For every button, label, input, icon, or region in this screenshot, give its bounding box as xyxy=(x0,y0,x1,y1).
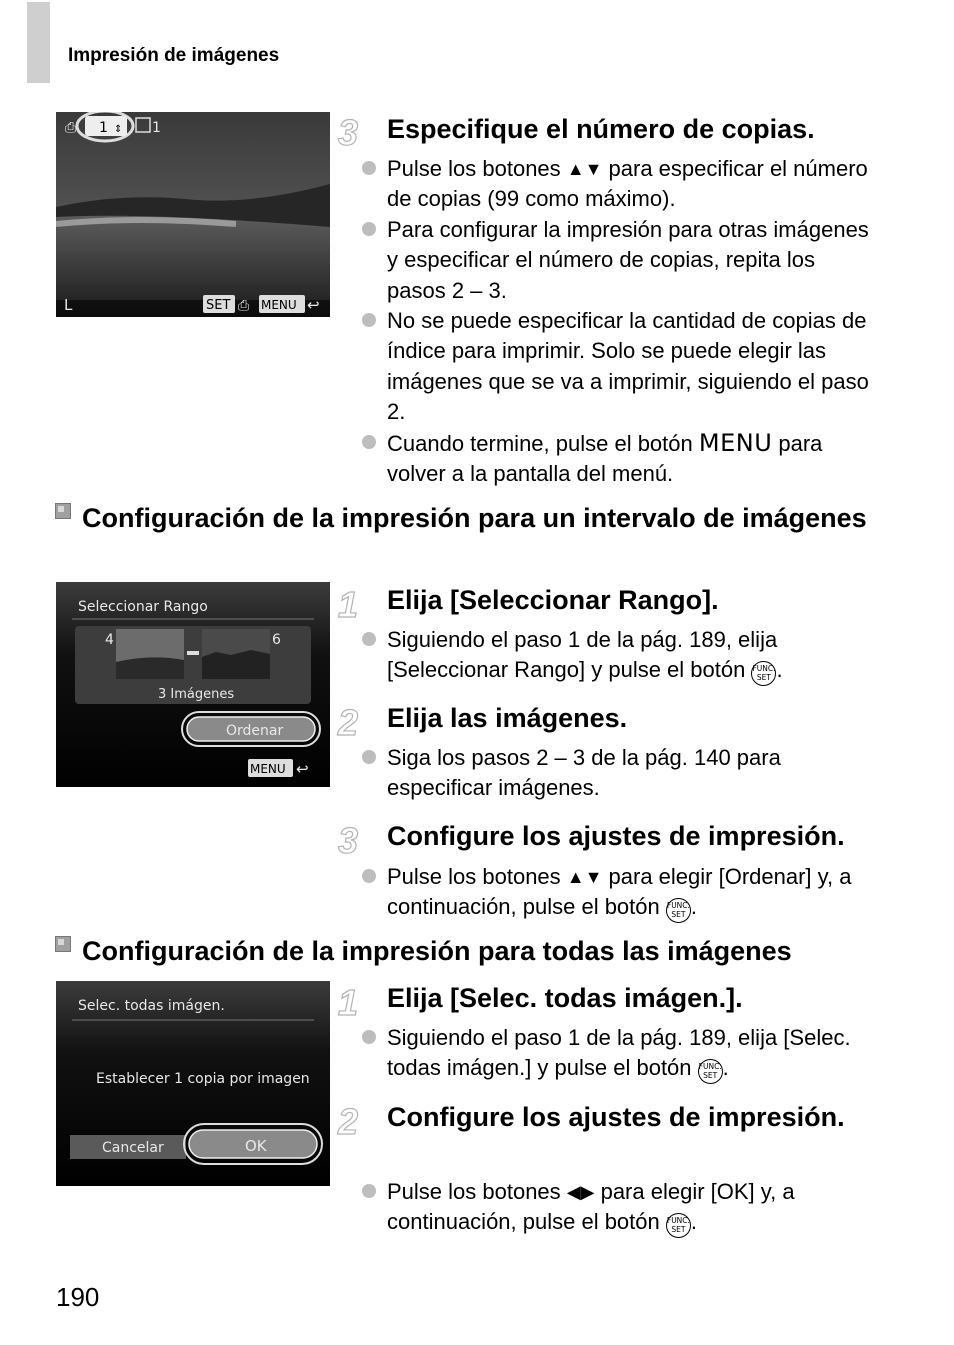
step-title: Configure los ajustes de impresión. xyxy=(387,1102,845,1132)
camera-screen-select-all xyxy=(56,981,330,1186)
screen-message: Establecer 1 copia por imagen xyxy=(96,1071,310,1087)
up-down-arrows-icon: ▲▼ xyxy=(566,159,603,179)
section-heading: Configuración de la impresión para un intervalo de imágenes xyxy=(55,500,915,536)
section-square-icon xyxy=(55,936,71,952)
bullet-item: Para configurar la impresión para otras imágenes y especificar el número de copias, repita los pasos 2 – 3. xyxy=(362,215,872,306)
bullet-item: Pulse los botones ▲▼ para elegir [Ordenar] y, a continuación, pulse el botón FUNC. SET . xyxy=(362,862,872,923)
image-count: 3 Imágenes xyxy=(158,687,235,702)
bullet-item: Pulse los botones ▲▼ para especificar el número de copias (99 como máximo). xyxy=(362,154,872,215)
bullet-list xyxy=(362,1023,872,1084)
func-set-button-icon: FUNC. SET xyxy=(666,898,691,923)
screen-title: Selec. todas imágen. xyxy=(78,998,225,1014)
ok-button[interactable]: OK xyxy=(245,1137,267,1155)
range-end: 6 xyxy=(272,632,281,648)
print-count: 1 xyxy=(152,120,161,136)
step-number: 1 xyxy=(338,982,359,1023)
step-number: 1 xyxy=(338,584,359,625)
bullet-item: Pulse los botones ◀▶ para elegir [OK] y, a continuación, pulse el botón FUNC. SET . xyxy=(362,1177,872,1238)
bullet-list xyxy=(362,743,872,804)
menu-button-icon: MENU xyxy=(698,428,773,457)
bullet-item: Siguiendo el paso 1 de la pág. 189, elija [Selec. todas imágen.] y pulse el botón FUNC. SET . xyxy=(362,1023,872,1084)
range-start: 4 xyxy=(105,632,114,648)
up-down-arrows-icon: ▲▼ xyxy=(566,867,603,887)
bullet-item: No se puede especificar la cantidad de copias de índice para imprimir. Solo se puede elegir las imágenes que se va a imprimir, siguiendo el paso 2. xyxy=(362,306,872,428)
return-icon: ↩ xyxy=(307,296,320,314)
copies-value: 1 xyxy=(99,120,108,136)
menu-label: MENU xyxy=(261,298,297,312)
order-button[interactable]: Ordenar xyxy=(226,723,284,739)
section-square-icon xyxy=(55,503,71,519)
func-set-button-icon: FUNC. SET xyxy=(751,661,776,686)
page-number: 190 xyxy=(56,1282,100,1312)
section-tab xyxy=(27,2,50,83)
page-header: Impresión de imágenes xyxy=(68,45,280,66)
step-number: 2 xyxy=(338,1101,359,1142)
step-title: Elija las imágenes. xyxy=(387,703,628,733)
step-title: Especifique el número de copias. xyxy=(387,114,815,144)
section-heading: Configuración de la impresión para todas las imágenes xyxy=(55,933,915,969)
step-title: Elija [Seleccionar Rango]. xyxy=(387,585,719,615)
return-icon: ↩ xyxy=(296,760,309,778)
bullet-list xyxy=(362,154,872,489)
func-set-button-icon: FUNC. SET xyxy=(698,1059,723,1084)
svg-text:⎙: ⎙ xyxy=(65,120,77,136)
bullet-item: Siga los pasos 2 – 3 de la pág. 140 para especificar imágenes. xyxy=(362,743,872,804)
bullet-item: Cuando termine, pulse el botón MENU para volver a la pantalla del menú. xyxy=(362,428,872,490)
func-set-button-icon: FUNC. SET xyxy=(666,1213,691,1238)
cancel-button[interactable]: Cancelar xyxy=(102,1140,164,1156)
camera-screen-copies xyxy=(56,112,330,317)
step-number: 2 xyxy=(338,702,359,743)
bullet-list xyxy=(362,625,872,686)
step-number: 3 xyxy=(338,112,359,153)
menu-label: MENU xyxy=(250,762,286,776)
bullet-list xyxy=(362,1177,872,1238)
image-size: L xyxy=(64,296,73,314)
landscape-photo xyxy=(56,112,330,317)
bullet-list xyxy=(362,862,872,923)
camera-screen-range xyxy=(56,582,330,787)
step-title: Configure los ajustes de impresión. xyxy=(387,821,845,851)
bullet-item: Siguiendo el paso 1 de la pág. 189, elija [Seleccionar Rango] y pulse el botón FUNC. SET . xyxy=(362,625,872,686)
screen-title: Seleccionar Rango xyxy=(78,599,208,615)
svg-text:⎙: ⎙ xyxy=(238,298,250,314)
set-label: SET xyxy=(206,298,231,313)
svg-text:⇕: ⇕ xyxy=(114,124,123,135)
step-title: Elija [Selec. todas imágen.]. xyxy=(387,983,743,1013)
left-right-arrows-icon: ◀▶ xyxy=(566,1182,595,1202)
step-number: 3 xyxy=(338,820,359,861)
